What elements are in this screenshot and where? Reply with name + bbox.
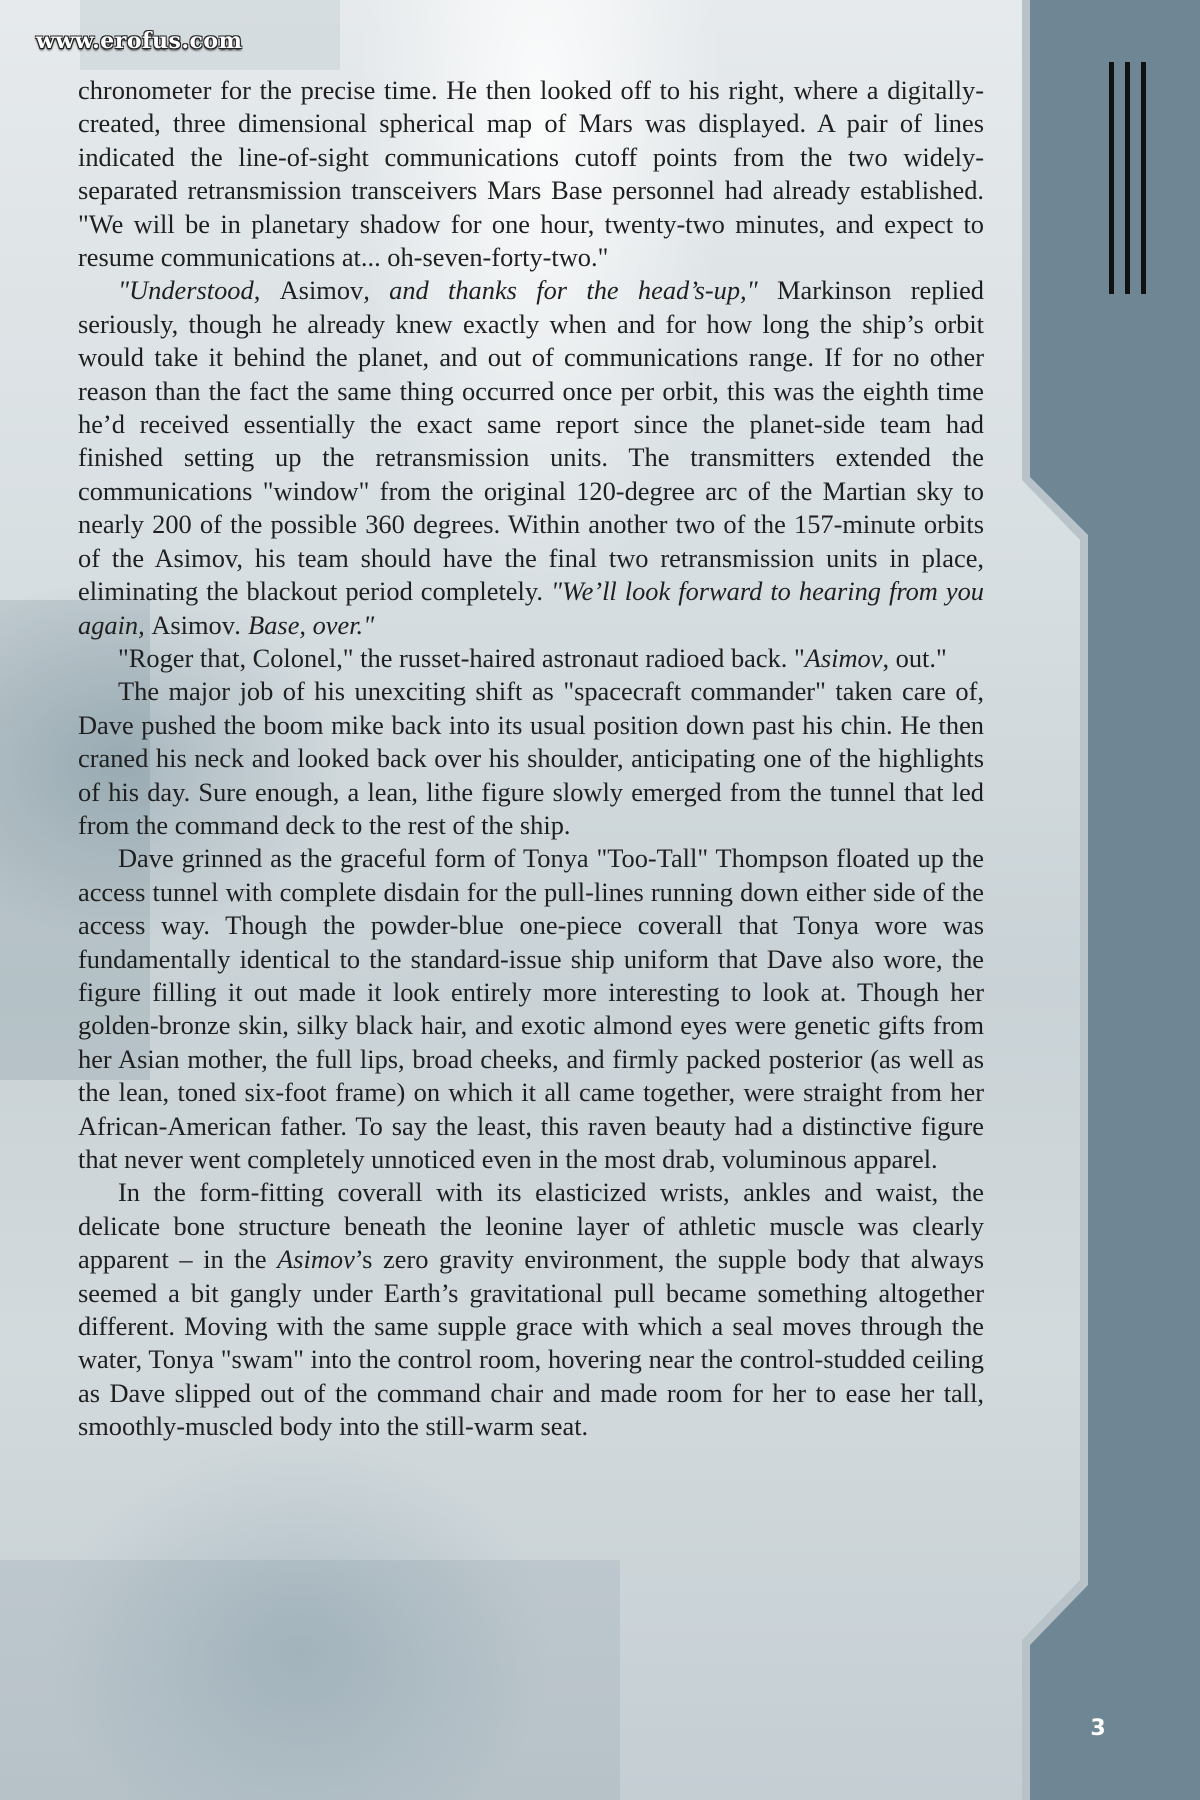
decorative-bar-1 — [1109, 62, 1114, 294]
text-segment: Markinson replied seriously, though he already knew exactly when and for how long the ship’s orbit would take it behind the planet, and out of communications range. If for no other reason than the fact the same thing occurred once per orbit, this was the eighth time he’d received essentially the exact same report since the planet-side team had finished setting up the retransmission units. The transmitters extended the communications "window" from the original 120-degree arc of the Martian sky to nearly 200 of the possible 360 degrees. Within another two of the 157-minute orbits of the Asimov, his team should have the final two retransmission units in place, eliminating the blackout period completely. — [78, 275, 984, 607]
text-segment: Asimov — [151, 609, 235, 640]
text-segment: chronometer for the precise time. He then looked off to his right, where a digitally-created, three dimensional spherical map of Mars was displayed. A pair of lines indicated the line-of-sight communications cutoff points from the two widely-separated retransmission transceivers Mars Base personnel had already established. "We will be in planetary shadow for one hour, twenty-two minutes, and expect to resume communications at... oh-seven-forty-two." — [78, 75, 984, 273]
text-segment: ’s zero gravity environment, the supple body that always seemed a bit gangly under Earth’s gravitational pull became something altogether different. Moving with the same supple grace with which a seal moves through the water, Tonya "swam" into the control room, hovering near the control-studded ceiling as Dave slipped out of the command chair and made room for her to ease her tall, smoothly-muscled body into the still-warm seat. — [78, 1244, 985, 1442]
italic-text: . Base, over." — [234, 609, 375, 640]
italic-text: , and thanks for the head’s-up," — [363, 275, 758, 306]
italic-text: "Understood, — [118, 275, 280, 306]
story-paragraph — [78, 675, 984, 842]
story-paragraph — [78, 74, 984, 274]
story-paragraph — [78, 642, 984, 675]
text-segment: In the form-fitting coverall with its elasticized wrists, ankles and waist, the delicate bone structure beneath the leonine layer of athletic muscle was clearly apparent – in the — [78, 1177, 984, 1275]
story-text — [78, 74, 984, 1444]
story-paragraph — [78, 842, 984, 1176]
italic-text: Asimov — [804, 642, 883, 673]
text-segment: Dave grinned as the graceful form of Tonya "Too-Tall" Thompson floated up the access tunnel with complete disdain for the pull-lines running down either side of the access way. Though the powder-blue one-piece coverall that Tonya wore was fundamentally identical to the standard-issue ship uniform that Dave also wore, the figure filling it out made it look entirely more interesting to look at. Though her golden-bronze skin, silky black hair, and exotic almond eyes were genetic gifts from her Asian mother, the full lips, broad cheeks, and firmly packed posterior (as well as the lean, toned six-foot frame) on which it all came together, were straight from her African-American father. To say the least, this raven beauty had a distinctive figure that never went completely unnoticed even in the most drab, voluminous apparel. — [78, 843, 984, 1174]
text-segment: , out." — [882, 642, 947, 673]
text-segment: "Roger that, Colonel," the russet-haired astronaut radioed back. " — [118, 642, 805, 673]
side-panel-face — [1030, 0, 1200, 1800]
decorative-bar-3 — [1141, 62, 1146, 294]
text-segment: The major job of his unexciting shift as "spacecraft commander" taken care of, Dave pushed the boom mike back into its usual position down past his chin. He then craned his neck and looked back over his shoulder, anticipating one of the highlights of his day. Sure enough, a lean, lithe figure slowly emerged from the tunnel that led from the command deck to the rest of the ship. — [78, 676, 984, 840]
text-segment: Asimov — [279, 275, 364, 306]
italic-text: "We’ll look forward to hearing from you again, — [78, 576, 984, 640]
decorative-bar-2 — [1125, 62, 1130, 294]
italic-text: Asimov — [277, 1244, 355, 1275]
story-paragraph — [78, 274, 984, 641]
page-number: 3 — [1090, 1716, 1106, 1741]
watermark: www.erofus.com — [36, 28, 243, 54]
story-paragraph — [78, 1176, 984, 1443]
